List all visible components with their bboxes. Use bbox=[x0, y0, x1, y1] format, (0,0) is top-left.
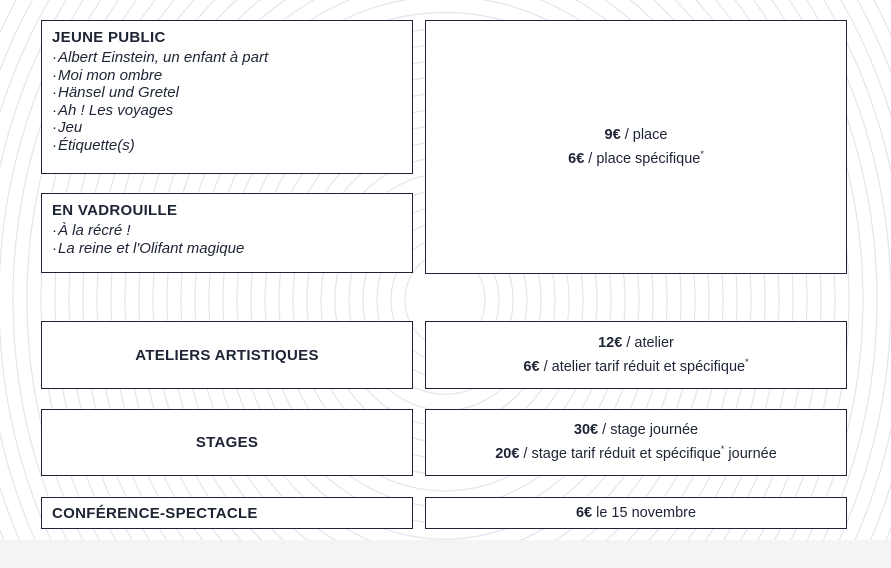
price-text: / place bbox=[620, 126, 668, 143]
list-item: · Étiquette(s) bbox=[52, 137, 402, 155]
list-item: · Hänsel und Gretel bbox=[52, 84, 402, 102]
list-item: · Albert Einstein, un enfant à part bbox=[52, 49, 402, 67]
price-text: le 15 novembre bbox=[592, 504, 697, 521]
price-amount: 6€ bbox=[568, 150, 585, 167]
jeune-public-list bbox=[52, 49, 402, 154]
price-line bbox=[574, 421, 698, 440]
footer-band bbox=[0, 540, 891, 568]
ateliers-price-box bbox=[425, 321, 847, 389]
price-line bbox=[576, 504, 696, 523]
price-line bbox=[523, 353, 748, 377]
footnote-mark: * bbox=[700, 148, 704, 159]
conference-price-box bbox=[425, 497, 847, 529]
footnote-mark: * bbox=[745, 356, 749, 367]
stages-box bbox=[41, 409, 413, 476]
price-line bbox=[605, 126, 668, 145]
price-line bbox=[495, 440, 777, 464]
price-text: / atelier tarif réduit et spécifique bbox=[539, 358, 746, 375]
price-text: / atelier bbox=[622, 334, 674, 351]
price-line bbox=[568, 145, 704, 169]
price-amount: 12€ bbox=[598, 334, 623, 351]
en-vadrouille-title: EN VADROUILLE bbox=[52, 202, 178, 219]
list-item: · Moi mon ombre bbox=[52, 67, 402, 85]
price-amount: 30€ bbox=[573, 422, 599, 439]
price-text: / stage tarif réduit et spécifique bbox=[519, 445, 721, 462]
conference-box bbox=[41, 497, 413, 529]
stages-title: STAGES bbox=[195, 434, 259, 451]
jeune-public-box bbox=[41, 20, 413, 174]
spectacles-price-box bbox=[425, 20, 847, 274]
en-vadrouille-box bbox=[41, 193, 413, 273]
price-amount: 20€ bbox=[495, 445, 520, 462]
price-line bbox=[598, 334, 674, 353]
en-vadrouille-list bbox=[52, 222, 402, 257]
price-amount: 6€ bbox=[523, 358, 540, 375]
footnote-mark: * bbox=[720, 444, 725, 455]
list-item: · La reine et l'Olifant magique bbox=[52, 240, 402, 258]
price-text: / place spécifique bbox=[584, 150, 701, 167]
price-text: journée bbox=[724, 445, 777, 462]
list-item: · Ah ! Les voyages bbox=[52, 102, 402, 120]
price-amount: 9€ bbox=[604, 126, 621, 143]
ateliers-box bbox=[41, 321, 413, 389]
list-item: · Jeu bbox=[52, 119, 402, 137]
price-amount: 6€ bbox=[575, 504, 593, 521]
stages-price-box bbox=[425, 409, 847, 476]
ateliers-title: ATELIERS ARTISTIQUES bbox=[135, 346, 319, 364]
jeune-public-title: JEUNE PUBLIC bbox=[52, 29, 166, 46]
list-item: · À la récré ! bbox=[52, 222, 402, 240]
conference-title: CONFÉRENCE-SPECTACLE bbox=[52, 504, 258, 522]
price-text: / stage journée bbox=[598, 422, 699, 439]
